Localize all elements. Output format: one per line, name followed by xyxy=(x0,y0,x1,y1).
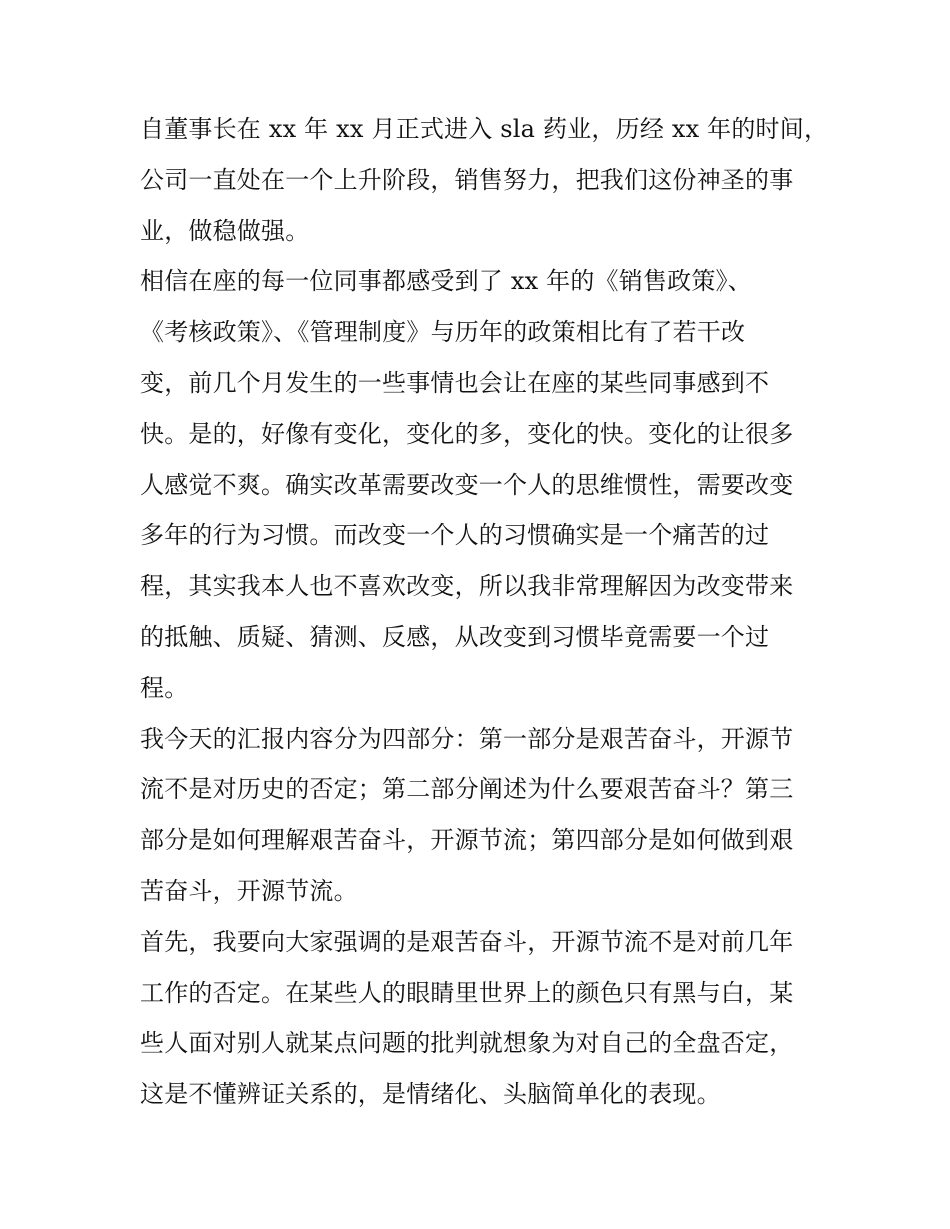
paragraph-2 xyxy=(140,256,820,713)
text-line: 我今天的汇报内容分为四部分：第一部分是艰苦奋斗，开源节 xyxy=(140,724,794,753)
text-line: 程。 xyxy=(140,673,189,702)
text-line: 变，前几个月发生的一些事情也会让在座的某些同事感到不 xyxy=(140,368,770,397)
text-line: 首先，我要向大家强调的是艰苦奋斗，开源节流不是对前几年 xyxy=(140,927,794,956)
text-line: 相信在座的每一位同事都感受到了 xx 年的《销售政策》、 xyxy=(140,267,752,296)
text-line: 人感觉不爽。确实改革需要改变一个人的思维惯性，需要改变 xyxy=(140,470,794,499)
text-line: 快。是的，好像有变化，变化的多，变化的快。变化的让很多 xyxy=(140,419,794,448)
document-body xyxy=(140,104,829,1120)
text-line: 业，做稳做强。 xyxy=(140,216,310,245)
text-line: 苦奋斗，开源节流。 xyxy=(140,876,358,905)
text-line: 部分是如何理解艰苦奋斗，开源节流；第四部分是如何做到艰 xyxy=(140,826,794,855)
text-line: 《考核政策》、《管理制度》与历年的政策相比有了若干改 xyxy=(140,318,746,347)
text-line: 流不是对历史的否定；第二部分阐述为什么要艰苦奋斗？第三 xyxy=(140,775,794,804)
text-line: 这是不懂辨证关系的，是情绪化、头脑简单化的表现。 xyxy=(140,1080,721,1109)
text-line: 多年的行为习惯。而改变一个人的习惯确实是一个痛苦的过 xyxy=(140,521,770,550)
text-line: 的抵触、质疑、猜测、反感，从改变到习惯毕竟需要一个过 xyxy=(140,622,770,651)
text-line: 自董事长在 xx 年 xx 月正式进入 sla 药业，历经 xx 年的时间， xyxy=(140,115,829,143)
text-line: 程，其实我本人也不喜欢改变，所以我非常理解因为改变带来 xyxy=(140,572,794,601)
text-line: 工作的否定。在某些人的眼睛里世界上的颜色只有黑与白，某 xyxy=(140,978,794,1007)
paragraph-3 xyxy=(140,714,820,917)
paragraph-4 xyxy=(140,917,820,1120)
text-line: 些人面对别人就某点问题的批判就想象为对自己的全盘否定， xyxy=(140,1029,794,1058)
text-line: 公司一直处在一个上升阶段，销售努力，把我们这份神圣的事 xyxy=(140,165,794,194)
paragraph-1 xyxy=(140,104,829,256)
